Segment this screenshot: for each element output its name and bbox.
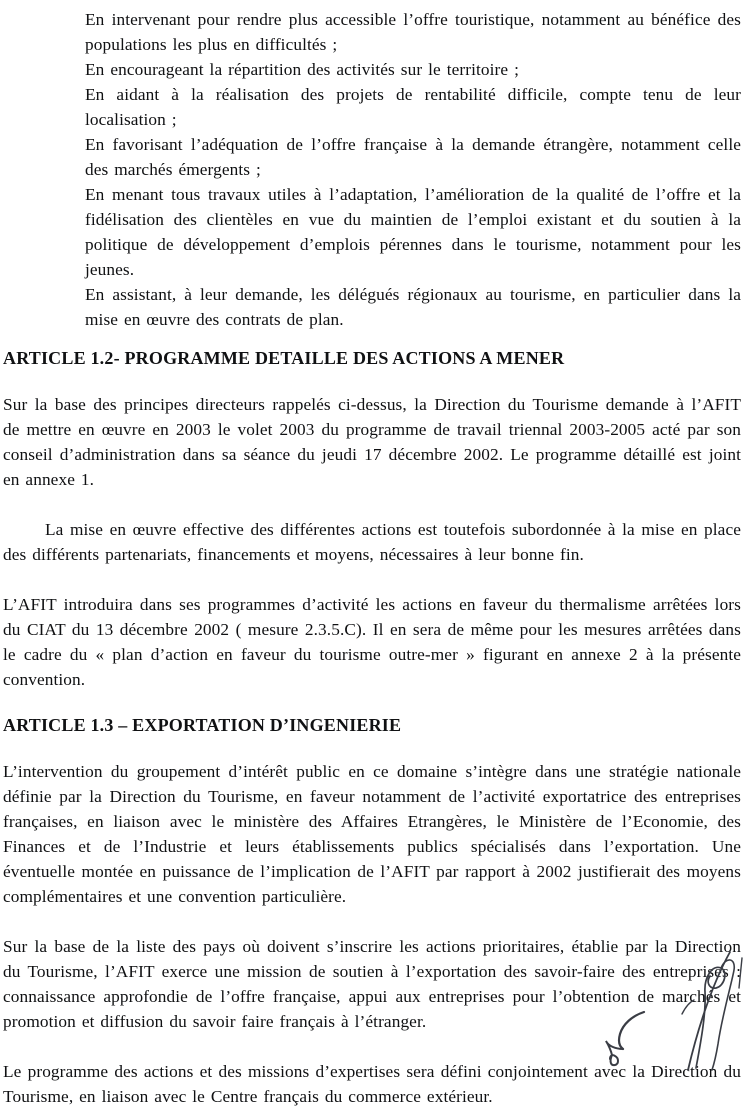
list-item: En favorisant l’adéquation de l’offre française à la demande étrangère, notamment celle des marchés émergents ; <box>85 135 741 179</box>
missions-list <box>85 7 741 332</box>
handwritten-paraph-mark <box>598 1008 656 1070</box>
paragraph: La mise en œuvre effective des différentes actions est toutefois subordonnée à la mise en place des différents partenariats, financements et moyens, nécessaires à leur bonne fin. <box>3 520 741 564</box>
paragraph: L’intervention du groupement d’intérêt public en ce domaine s’intègre dans une stratégie nationale définie par la Direction du Tourisme, en faveur notamment de l’activité exportatrice des entreprises françaises, en liaison avec le ministère des Affaires Etrangères, le Ministère de l’Economie, des Finances et de l’Industrie et leurs établissements publics spécialisés dans l’exportation. Une éventuelle montée en puissance de l’implication de l’AFIT par rapport à 2002 justifierait des moyens complémentaires et une convention particulière. <box>3 762 741 906</box>
paragraph: L’AFIT introduira dans ses programmes d’activité les actions en faveur du thermalisme arrêtées lors du CIAT du 13 décembre 2002 ( mesure 2.3.5.C). Il en sera de même pour les mesures arrêtées dans le cadre du « plan d’action en faveur du tourisme outre-mer » figurant en annexe 2 à la présente convention. <box>3 595 741 689</box>
handwritten-signature-mark <box>676 944 746 1072</box>
paragraph: Le programme des actions et des missions d’expertises sera défini conjointement avec la Direction du Tourisme, en liaison avec le Centre français du commerce extérieur. <box>3 1062 741 1106</box>
article-1-2-heading: ARTICLE 1.2- PROGRAMME DETAILLE DES ACTIONS A MENER <box>3 348 565 368</box>
list-item: En encourageant la répartition des activités sur le territoire ; <box>85 60 519 79</box>
article-1-3-heading: ARTICLE 1.3 – EXPORTATION D’INGENIERIE <box>3 715 402 735</box>
list-item: En assistant, à leur demande, les délégués régionaux au tourisme, en particulier dans la mise en œuvre des contrats de plan. <box>85 285 741 329</box>
list-item: En intervenant pour rendre plus accessible l’offre touristique, notamment au bénéfice des populations les plus en difficultés ; <box>85 10 741 54</box>
list-item: En aidant à la réalisation des projets de rentabilité difficile, compte tenu de leur localisation ; <box>85 85 741 129</box>
paragraph: Sur la base de la liste des pays où doivent s’inscrire les actions prioritaires, établie par la Direction du Tourisme, l’AFIT exerce une mission de soutien à l’exportation des savoir-faire des entreprises : connaissance approfondie de l’offre française, appui aux entreprises pour l’obtention de marchés et promotion et diffusion du savoir faire français à l’étranger. <box>3 937 741 1031</box>
paragraph: Sur la base des principes directeurs rappelés ci-dessus, la Direction du Tourisme demande à l’AFIT de mettre en œuvre en 2003 le volet 2003 du programme de travail triennal 2003-2005 acté par son conseil d’administration dans sa séance du jeudi 17 décembre 2002. Le programme détaillé est joint en annexe 1. <box>3 395 741 489</box>
list-item: En menant tous travaux utiles à l’adaptation, l’amélioration de la qualité de l’offre et la fidélisation des clientèles en vue du maintien de l’emploi existant et du soutien à la politique de développement d’emplois pérennes dans le tourisme, notamment pour les jeunes. <box>85 185 741 279</box>
